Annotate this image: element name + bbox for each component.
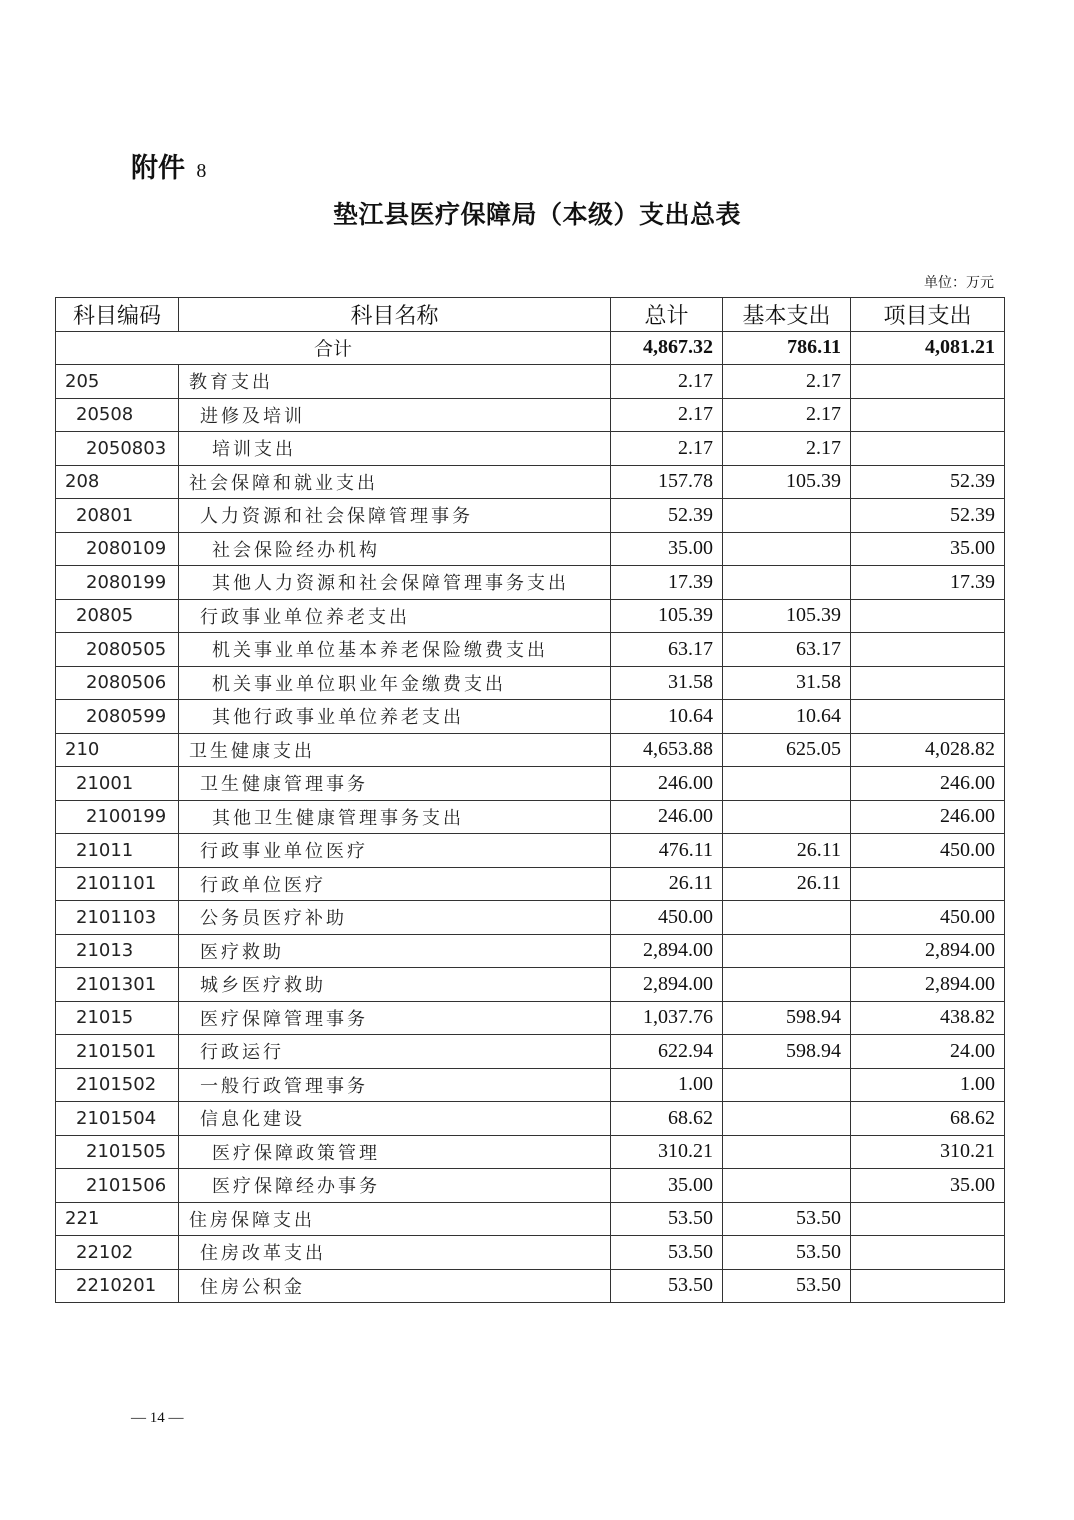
row-project [851,432,1005,466]
row-basic: 53.50 [723,1269,851,1303]
row-name: 其他卫生健康管理事务支出 [179,800,611,834]
row-total: 2.17 [611,432,723,466]
row-total: 476.11 [611,834,723,868]
row-project [851,633,1005,667]
row-project [851,700,1005,734]
row-project: 4,028.82 [851,733,1005,767]
row-total: 246.00 [611,800,723,834]
row-total: 63.17 [611,633,723,667]
row-basic: 105.39 [723,465,851,499]
row-name: 教育支出 [179,365,611,399]
row-code: 2080505 [56,633,179,667]
row-basic: 625.05 [723,733,851,767]
row-basic [723,800,851,834]
row-total: 246.00 [611,767,723,801]
row-name: 城乡医疗救助 [179,968,611,1002]
table-row [56,1068,1005,1102]
row-total: 53.50 [611,1236,723,1270]
table-row [56,700,1005,734]
row-project: 2,894.00 [851,968,1005,1002]
row-basic [723,1102,851,1136]
row-basic: 2.17 [723,432,851,466]
header-total: 总计 [611,298,723,332]
row-name: 培训支出 [179,432,611,466]
row-name: 住房保障支出 [179,1202,611,1236]
row-code: 2101101 [56,867,179,901]
row-total: 35.00 [611,532,723,566]
row-basic [723,1169,851,1203]
row-basic [723,934,851,968]
row-code: 2101504 [56,1102,179,1136]
table-row [56,599,1005,633]
row-name: 行政事业单位医疗 [179,834,611,868]
row-name: 医疗保障政策管理 [179,1135,611,1169]
row-name: 机关事业单位基本养老保险缴费支出 [179,633,611,667]
row-total: 2,894.00 [611,968,723,1002]
row-basic: 2.17 [723,398,851,432]
table-row [56,867,1005,901]
row-project: 52.39 [851,499,1005,533]
row-name: 其他行政事业单位养老支出 [179,700,611,734]
row-basic: 31.58 [723,666,851,700]
table-row [56,934,1005,968]
row-name: 住房改革支出 [179,1236,611,1270]
row-name: 住房公积金 [179,1269,611,1303]
row-code: 2101505 [56,1135,179,1169]
row-name: 卫生健康支出 [179,733,611,767]
total-label: 合计 [56,331,611,365]
row-project: 17.39 [851,566,1005,600]
header-project: 项目支出 [851,298,1005,332]
row-project: 310.21 [851,1135,1005,1169]
total-sum: 4,867.32 [611,331,723,365]
row-code: 2080199 [56,566,179,600]
row-name: 医疗保障管理事务 [179,1001,611,1035]
row-total: 26.11 [611,867,723,901]
header-basic: 基本支出 [723,298,851,332]
table-row [56,432,1005,466]
row-code: 205 [56,365,179,399]
row-basic [723,566,851,600]
table-row [56,733,1005,767]
row-project: 246.00 [851,800,1005,834]
row-code: 20805 [56,599,179,633]
expenditure-table [55,297,1005,1303]
row-total: 52.39 [611,499,723,533]
header-name: 科目名称 [179,298,611,332]
table-row [56,1169,1005,1203]
row-code: 210 [56,733,179,767]
row-project: 68.62 [851,1102,1005,1136]
row-total: 4,653.88 [611,733,723,767]
unit-label: 单位：万元 [924,275,994,291]
row-code: 21011 [56,834,179,868]
row-project [851,1269,1005,1303]
row-project: 450.00 [851,834,1005,868]
row-basic: 26.11 [723,867,851,901]
row-project [851,398,1005,432]
row-basic: 26.11 [723,834,851,868]
row-project: 1.00 [851,1068,1005,1102]
row-code: 208 [56,465,179,499]
row-name: 行政运行 [179,1035,611,1069]
row-code: 2101506 [56,1169,179,1203]
row-basic: 105.39 [723,599,851,633]
row-project: 246.00 [851,767,1005,801]
row-code: 20801 [56,499,179,533]
attachment-number: 8 [196,160,207,182]
table-row [56,1001,1005,1035]
row-project [851,867,1005,901]
row-name: 卫生健康管理事务 [179,767,611,801]
row-code: 2101501 [56,1035,179,1069]
row-total: 35.00 [611,1169,723,1203]
table-row [56,834,1005,868]
row-basic [723,1068,851,1102]
total-basic: 786.11 [723,331,851,365]
table-row [56,1102,1005,1136]
row-total: 68.62 [611,1102,723,1136]
row-basic: 53.50 [723,1236,851,1270]
row-code: 21001 [56,767,179,801]
row-code: 22102 [56,1236,179,1270]
row-name: 公务员医疗补助 [179,901,611,935]
row-name: 进修及培训 [179,398,611,432]
table-row [56,1269,1005,1303]
attachment-label-text: 附件 [131,153,185,184]
row-code: 2101502 [56,1068,179,1102]
table-row [56,1135,1005,1169]
row-total: 10.64 [611,700,723,734]
row-basic: 53.50 [723,1202,851,1236]
page-title: 垫江县医疗保障局（本级）支出总表 [332,200,741,229]
table-row [56,666,1005,700]
table-row [56,1236,1005,1270]
row-name: 社会保障和就业支出 [179,465,611,499]
row-basic: 2.17 [723,365,851,399]
row-name: 其他人力资源和社会保障管理事务支出 [179,566,611,600]
row-project [851,599,1005,633]
table-row [56,767,1005,801]
table-row [56,1202,1005,1236]
row-code: 2101301 [56,968,179,1002]
row-code: 2080109 [56,532,179,566]
row-name: 机关事业单位职业年金缴费支出 [179,666,611,700]
row-project [851,1236,1005,1270]
table-row [56,800,1005,834]
row-total: 1.00 [611,1068,723,1102]
row-project: 450.00 [851,901,1005,935]
table-row [56,901,1005,935]
table-row [56,532,1005,566]
row-total: 622.94 [611,1035,723,1069]
row-name: 行政单位医疗 [179,867,611,901]
row-code: 221 [56,1202,179,1236]
table-row [56,499,1005,533]
row-total: 2,894.00 [611,934,723,968]
row-code: 20508 [56,398,179,432]
row-name: 行政事业单位养老支出 [179,599,611,633]
row-basic [723,499,851,533]
row-basic: 10.64 [723,700,851,734]
table-row [56,365,1005,399]
row-name: 一般行政管理事务 [179,1068,611,1102]
row-code: 21015 [56,1001,179,1035]
row-name: 医疗保障经办事务 [179,1169,611,1203]
row-total: 53.50 [611,1269,723,1303]
row-code: 2050803 [56,432,179,466]
row-basic [723,767,851,801]
row-name: 医疗救助 [179,934,611,968]
table-row [56,398,1005,432]
table-row [56,465,1005,499]
row-total: 310.21 [611,1135,723,1169]
row-project: 35.00 [851,1169,1005,1203]
attachment-label [131,146,215,185]
row-total: 1,037.76 [611,1001,723,1035]
row-name: 信息化建设 [179,1102,611,1136]
row-basic [723,901,851,935]
row-total: 17.39 [611,566,723,600]
row-project: 2,894.00 [851,934,1005,968]
row-code: 2210201 [56,1269,179,1303]
row-total: 450.00 [611,901,723,935]
row-code: 2100199 [56,800,179,834]
table-row [56,633,1005,667]
total-project: 4,081.21 [851,331,1005,365]
row-name: 社会保险经办机构 [179,532,611,566]
table-row [56,968,1005,1002]
row-total: 105.39 [611,599,723,633]
table-row [56,1035,1005,1069]
row-basic [723,532,851,566]
total-row [56,331,1005,365]
row-basic: 598.94 [723,1001,851,1035]
row-project: 438.82 [851,1001,1005,1035]
row-code: 21013 [56,934,179,968]
row-code: 2080506 [56,666,179,700]
row-project: 35.00 [851,532,1005,566]
row-basic [723,968,851,1002]
row-project [851,666,1005,700]
row-project [851,1202,1005,1236]
row-name: 人力资源和社会保障管理事务 [179,499,611,533]
row-code: 2101103 [56,901,179,935]
row-project [851,365,1005,399]
row-total: 31.58 [611,666,723,700]
row-basic: 63.17 [723,633,851,667]
row-code: 2080599 [56,700,179,734]
row-project: 52.39 [851,465,1005,499]
row-basic: 598.94 [723,1035,851,1069]
page-number: — 14 — [131,1410,184,1426]
table-header-row [56,298,1005,332]
row-total: 53.50 [611,1202,723,1236]
table-row [56,566,1005,600]
row-basic [723,1135,851,1169]
row-total: 157.78 [611,465,723,499]
row-total: 2.17 [611,398,723,432]
header-code: 科目编码 [56,298,179,332]
row-project: 24.00 [851,1035,1005,1069]
row-total: 2.17 [611,365,723,399]
